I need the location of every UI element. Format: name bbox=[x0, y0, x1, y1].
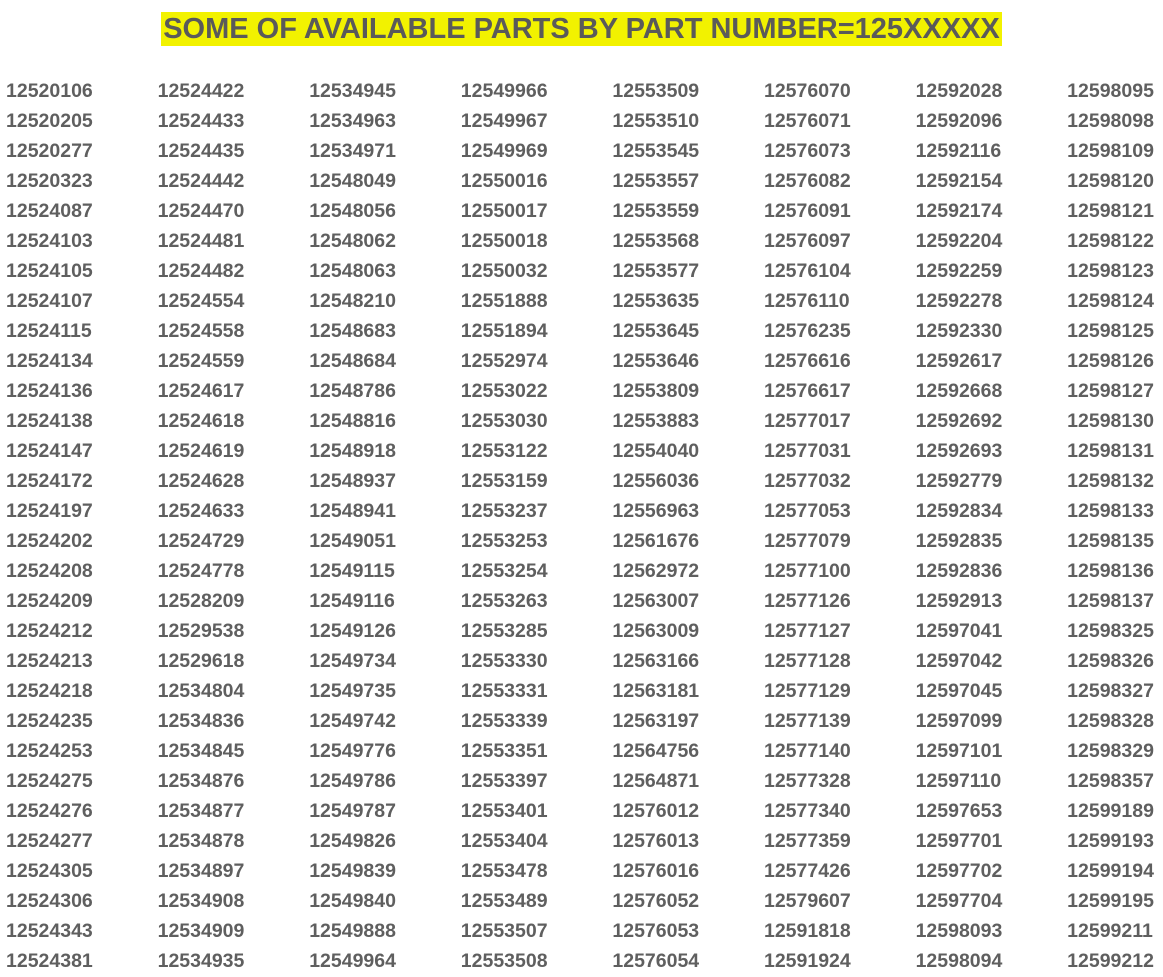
part-number: 12524306 bbox=[6, 890, 93, 912]
part-number: 12577053 bbox=[763, 500, 851, 522]
part-number: 12524277 bbox=[6, 830, 93, 852]
part-number: 12549967 bbox=[460, 110, 548, 132]
part-number: 12524107 bbox=[6, 290, 93, 312]
part-number: 12524470 bbox=[157, 200, 245, 222]
part-number: 12524197 bbox=[6, 500, 93, 522]
part-number: 12553883 bbox=[612, 410, 700, 432]
part-number: 12548210 bbox=[309, 290, 396, 312]
part-number: 12553646 bbox=[612, 350, 700, 372]
part-number: 12534877 bbox=[157, 800, 245, 822]
part-number: 12576616 bbox=[763, 350, 851, 372]
part-number: 12548049 bbox=[309, 170, 396, 192]
part-number: 12577079 bbox=[763, 530, 851, 552]
part-number: 12524558 bbox=[157, 320, 245, 342]
part-number: 12553635 bbox=[612, 290, 700, 312]
part-number: 12592278 bbox=[915, 290, 1003, 312]
part-number-column bbox=[764, 76, 916, 976]
part-number: 12534845 bbox=[157, 740, 245, 762]
part-number: 12524619 bbox=[157, 440, 245, 462]
part-number: 12591818 bbox=[763, 920, 851, 942]
part-number: 12524147 bbox=[6, 440, 93, 462]
part-number: 12592913 bbox=[915, 590, 1003, 612]
part-number: 12592259 bbox=[915, 260, 1003, 282]
part-number: 12576070 bbox=[763, 80, 851, 102]
part-number: 12548918 bbox=[309, 440, 396, 462]
part-number: 12553022 bbox=[460, 380, 548, 402]
part-number: 12548786 bbox=[309, 380, 396, 402]
part-number: 12553253 bbox=[460, 530, 548, 552]
part-number: 12591924 bbox=[763, 950, 851, 972]
part-number: 12592692 bbox=[915, 410, 1003, 432]
part-number: 12577100 bbox=[763, 560, 851, 582]
part-number: 12520277 bbox=[6, 140, 93, 162]
part-number: 12524103 bbox=[6, 230, 93, 252]
part-number: 12577031 bbox=[763, 440, 851, 462]
part-number: 12534908 bbox=[157, 890, 245, 912]
part-number: 12563166 bbox=[612, 650, 700, 672]
part-number: 12553478 bbox=[460, 860, 548, 882]
part-number: 12598137 bbox=[1067, 590, 1154, 612]
part-number: 12598122 bbox=[1067, 230, 1154, 252]
part-number: 12548056 bbox=[309, 200, 396, 222]
part-number: 12520106 bbox=[6, 80, 93, 102]
part-number: 12549839 bbox=[309, 860, 396, 882]
part-number: 12576110 bbox=[763, 290, 850, 312]
part-number: 12553330 bbox=[460, 650, 548, 672]
part-number: 12597702 bbox=[915, 860, 1003, 882]
part-number: 12553339 bbox=[460, 710, 548, 732]
part-number: 12524276 bbox=[6, 800, 93, 822]
part-number: 12524202 bbox=[6, 530, 93, 552]
part-number: 12524381 bbox=[6, 950, 93, 972]
part-number: 12562972 bbox=[612, 560, 700, 582]
part-number: 12524729 bbox=[157, 530, 245, 552]
part-number: 12598136 bbox=[1067, 560, 1154, 582]
part-number: 12599195 bbox=[1067, 890, 1154, 912]
part-number: 12598131 bbox=[1067, 440, 1154, 462]
part-number: 12524209 bbox=[6, 590, 93, 612]
part-number: 12534804 bbox=[157, 680, 245, 702]
part-number: 12534935 bbox=[157, 950, 245, 972]
part-number: 12592154 bbox=[915, 170, 1003, 192]
part-number: 12524628 bbox=[157, 470, 245, 492]
part-number-column bbox=[6, 76, 158, 976]
part-number: 12553263 bbox=[460, 590, 548, 612]
part-number: 12576104 bbox=[763, 260, 851, 282]
part-number: 12524554 bbox=[157, 290, 245, 312]
part-number: 12524778 bbox=[157, 560, 245, 582]
part-number: 12576071 bbox=[763, 110, 851, 132]
part-number: 12564756 bbox=[612, 740, 700, 762]
part-number: 12577126 bbox=[763, 590, 851, 612]
part-number: 12553237 bbox=[460, 500, 548, 522]
part-number: 12524253 bbox=[6, 740, 93, 762]
part-number: 12550016 bbox=[460, 170, 548, 192]
part-number: 12592204 bbox=[915, 230, 1003, 252]
part-number: 12524213 bbox=[6, 650, 93, 672]
part-number: 12598109 bbox=[1067, 140, 1154, 162]
part-number: 12553557 bbox=[612, 170, 700, 192]
part-number: 12597045 bbox=[915, 680, 1003, 702]
part-number: 12597701 bbox=[915, 830, 1003, 852]
part-number: 12576235 bbox=[763, 320, 851, 342]
part-number: 12597653 bbox=[915, 800, 1003, 822]
part-number: 12563197 bbox=[612, 710, 700, 732]
part-number: 12534945 bbox=[309, 80, 396, 102]
part-number: 12598133 bbox=[1067, 500, 1154, 522]
part-number: 12553809 bbox=[612, 380, 700, 402]
part-number: 12598357 bbox=[1067, 770, 1154, 792]
part-number: 12597101 bbox=[915, 740, 1003, 762]
part-number: 12564871 bbox=[612, 770, 700, 792]
part-number: 12549786 bbox=[309, 770, 396, 792]
part-number: 12598124 bbox=[1067, 290, 1154, 312]
part-number: 12524172 bbox=[6, 470, 93, 492]
part-number: 12524442 bbox=[157, 170, 245, 192]
part-number: 12549840 bbox=[309, 890, 396, 912]
part-number: 12548062 bbox=[309, 230, 396, 252]
part-number: 12524115 bbox=[6, 320, 92, 342]
part-number: 12597099 bbox=[915, 710, 1003, 732]
part-number: 12592835 bbox=[915, 530, 1003, 552]
part-number-grid bbox=[6, 76, 1163, 976]
part-number: 12553509 bbox=[612, 80, 700, 102]
part-number: 12524633 bbox=[157, 500, 245, 522]
part-number: 12549969 bbox=[460, 140, 548, 162]
part-number: 12548816 bbox=[309, 410, 396, 432]
part-number: 12576617 bbox=[763, 380, 851, 402]
part-number-column bbox=[612, 76, 764, 976]
part-number: 12598326 bbox=[1067, 650, 1154, 672]
part-number: 12599189 bbox=[1067, 800, 1154, 822]
part-number: 12577140 bbox=[763, 740, 851, 762]
part-number: 12534909 bbox=[157, 920, 245, 942]
part-number: 12548684 bbox=[309, 350, 396, 372]
part-number: 12550017 bbox=[460, 200, 548, 222]
part-number: 12597110 bbox=[915, 770, 1002, 792]
part-number: 12592174 bbox=[915, 200, 1003, 222]
part-number: 12576013 bbox=[612, 830, 700, 852]
part-number: 12599194 bbox=[1067, 860, 1154, 882]
part-number: 12577139 bbox=[763, 710, 851, 732]
part-number: 12553489 bbox=[460, 890, 548, 912]
part-number: 12598127 bbox=[1067, 380, 1154, 402]
part-number: 12549966 bbox=[460, 80, 548, 102]
part-number: 12553285 bbox=[460, 620, 548, 642]
part-number: 12549787 bbox=[309, 800, 396, 822]
part-number: 12551888 bbox=[460, 290, 548, 312]
part-number: 12598135 bbox=[1067, 530, 1154, 552]
part-number: 12553559 bbox=[612, 200, 700, 222]
part-number: 12563181 bbox=[612, 680, 700, 702]
part-number: 12534963 bbox=[309, 110, 396, 132]
part-number: 12524235 bbox=[6, 710, 93, 732]
part-number: 12577017 bbox=[763, 410, 851, 432]
part-number: 12598126 bbox=[1067, 350, 1154, 372]
part-number: 12549776 bbox=[309, 740, 396, 762]
part-number: 12524481 bbox=[157, 230, 245, 252]
part-number: 12553159 bbox=[460, 470, 548, 492]
part-number-column bbox=[916, 76, 1068, 976]
part-number: 12577129 bbox=[763, 680, 851, 702]
part-number: 12577340 bbox=[763, 800, 851, 822]
part-number: 12553507 bbox=[460, 920, 548, 942]
part-number: 12598132 bbox=[1067, 470, 1154, 492]
part-number: 12524305 bbox=[6, 860, 93, 882]
part-number: 12552974 bbox=[460, 350, 548, 372]
part-number: 12592668 bbox=[915, 380, 1003, 402]
part-number: 12592096 bbox=[915, 110, 1003, 132]
part-number: 12524087 bbox=[6, 200, 93, 222]
part-number: 12598329 bbox=[1067, 740, 1154, 762]
part-number: 12577128 bbox=[763, 650, 851, 672]
part-number: 12550018 bbox=[460, 230, 548, 252]
part-number: 12553577 bbox=[612, 260, 700, 282]
part-number: 12534876 bbox=[157, 770, 245, 792]
part-number: 12599193 bbox=[1067, 830, 1154, 852]
part-number: 12528209 bbox=[157, 590, 245, 612]
part-number: 12598327 bbox=[1067, 680, 1154, 702]
part-number: 12598093 bbox=[915, 920, 1003, 942]
part-number: 12524617 bbox=[157, 380, 245, 402]
part-number: 12597042 bbox=[915, 650, 1003, 672]
part-number: 12563007 bbox=[612, 590, 700, 612]
part-number: 12553568 bbox=[612, 230, 700, 252]
part-number: 12549964 bbox=[309, 950, 396, 972]
part-number-column bbox=[1067, 76, 1163, 976]
part-number: 12524138 bbox=[6, 410, 93, 432]
part-number: 12524134 bbox=[6, 350, 93, 372]
part-number: 12520205 bbox=[6, 110, 93, 132]
part-number: 12598123 bbox=[1067, 260, 1154, 282]
part-number: 12548937 bbox=[309, 470, 396, 492]
part-number: 12598121 bbox=[1067, 200, 1154, 222]
part-number: 12563009 bbox=[612, 620, 700, 642]
part-number: 12534878 bbox=[157, 830, 245, 852]
part-number: 12553331 bbox=[460, 680, 548, 702]
part-number: 12556036 bbox=[612, 470, 700, 492]
part-number: 12553254 bbox=[460, 560, 548, 582]
part-number: 12577359 bbox=[763, 830, 851, 852]
part-number: 12598328 bbox=[1067, 710, 1154, 732]
part-number: 12561676 bbox=[612, 530, 700, 552]
part-number: 12534836 bbox=[157, 710, 245, 732]
part-number: 12597704 bbox=[915, 890, 1003, 912]
part-number: 12592834 bbox=[915, 500, 1003, 522]
part-number: 12553401 bbox=[460, 800, 548, 822]
part-number: 12548683 bbox=[309, 320, 396, 342]
part-number: 12534897 bbox=[157, 860, 245, 882]
part-number: 12598094 bbox=[915, 950, 1003, 972]
part-number: 12576053 bbox=[612, 920, 700, 942]
part-number: 12553122 bbox=[460, 440, 548, 462]
part-number-column bbox=[461, 76, 613, 976]
part-number: 12524618 bbox=[157, 410, 245, 432]
part-number: 12549734 bbox=[309, 650, 396, 672]
part-number: 12520323 bbox=[6, 170, 93, 192]
part-number: 12524212 bbox=[6, 620, 93, 642]
part-number: 12577426 bbox=[763, 860, 851, 882]
part-number: 12524433 bbox=[157, 110, 245, 132]
part-number: 12592693 bbox=[915, 440, 1003, 462]
part-number: 12549826 bbox=[309, 830, 396, 852]
part-number: 12576016 bbox=[612, 860, 700, 882]
part-number: 12592836 bbox=[915, 560, 1003, 582]
part-number: 12553397 bbox=[460, 770, 548, 792]
part-number: 12524435 bbox=[157, 140, 245, 162]
part-number: 12553645 bbox=[612, 320, 700, 342]
part-number: 12597041 bbox=[915, 620, 1003, 642]
part-number: 12524105 bbox=[6, 260, 93, 282]
part-number: 12576054 bbox=[612, 950, 700, 972]
part-number: 12529618 bbox=[157, 650, 245, 672]
part-number: 12579607 bbox=[763, 890, 851, 912]
part-number: 12599211 bbox=[1067, 920, 1153, 942]
part-number: 12553545 bbox=[612, 140, 700, 162]
part-number: 12592330 bbox=[915, 320, 1003, 342]
part-number: 12592617 bbox=[915, 350, 1003, 372]
part-number: 12592116 bbox=[915, 140, 1002, 162]
part-number: 12548063 bbox=[309, 260, 396, 282]
part-number: 12556963 bbox=[612, 500, 700, 522]
page-header bbox=[0, 12, 1163, 46]
part-number: 12549735 bbox=[309, 680, 396, 702]
part-number: 12576052 bbox=[612, 890, 700, 912]
part-number: 12553030 bbox=[460, 410, 548, 432]
part-number: 12550032 bbox=[460, 260, 548, 282]
part-number: 12577032 bbox=[763, 470, 851, 492]
part-number: 12529538 bbox=[157, 620, 245, 642]
part-number: 12576073 bbox=[763, 140, 851, 162]
part-number: 12598325 bbox=[1067, 620, 1154, 642]
part-number-column bbox=[158, 76, 310, 976]
part-number: 12548941 bbox=[309, 500, 396, 522]
part-number: 12534971 bbox=[309, 140, 396, 162]
part-number: 12549051 bbox=[309, 530, 396, 552]
part-number: 12577328 bbox=[763, 770, 851, 792]
part-number: 12549115 bbox=[309, 560, 395, 582]
part-number: 12598095 bbox=[1067, 80, 1154, 102]
part-number: 12551894 bbox=[460, 320, 548, 342]
part-number: 12576091 bbox=[763, 200, 851, 222]
part-number-column bbox=[309, 76, 461, 976]
part-number: 12524275 bbox=[6, 770, 93, 792]
part-number: 12553351 bbox=[460, 740, 548, 762]
part-number: 12576012 bbox=[612, 800, 700, 822]
part-number: 12524422 bbox=[157, 80, 245, 102]
part-number: 12592779 bbox=[915, 470, 1003, 492]
part-number: 12553404 bbox=[460, 830, 548, 852]
part-number: 12598130 bbox=[1067, 410, 1154, 432]
part-number: 12549126 bbox=[309, 620, 396, 642]
part-number: 12524208 bbox=[6, 560, 93, 582]
part-number: 12577127 bbox=[763, 620, 851, 642]
part-number: 12599212 bbox=[1067, 950, 1154, 972]
part-number: 12576097 bbox=[763, 230, 851, 252]
part-number: 12549888 bbox=[309, 920, 396, 942]
part-number: 12553508 bbox=[460, 950, 548, 972]
part-number: 12576082 bbox=[763, 170, 851, 192]
part-number: 12549116 bbox=[309, 590, 395, 612]
part-number: 12592028 bbox=[915, 80, 1003, 102]
part-number: 12598098 bbox=[1067, 110, 1154, 132]
part-number: 12553510 bbox=[612, 110, 700, 132]
page-title: SOME OF AVAILABLE PARTS BY PART NUMBER=125XXXXX bbox=[163, 13, 1000, 45]
part-number: 12524482 bbox=[157, 260, 245, 282]
part-number: 12524559 bbox=[157, 350, 245, 372]
part-number: 12524218 bbox=[6, 680, 93, 702]
part-number: 12598120 bbox=[1067, 170, 1154, 192]
part-number: 12549742 bbox=[309, 710, 396, 732]
part-number: 12524343 bbox=[6, 920, 93, 942]
part-number: 12554040 bbox=[612, 440, 700, 462]
part-number: 12524136 bbox=[6, 380, 93, 402]
part-number: 12598125 bbox=[1067, 320, 1154, 342]
